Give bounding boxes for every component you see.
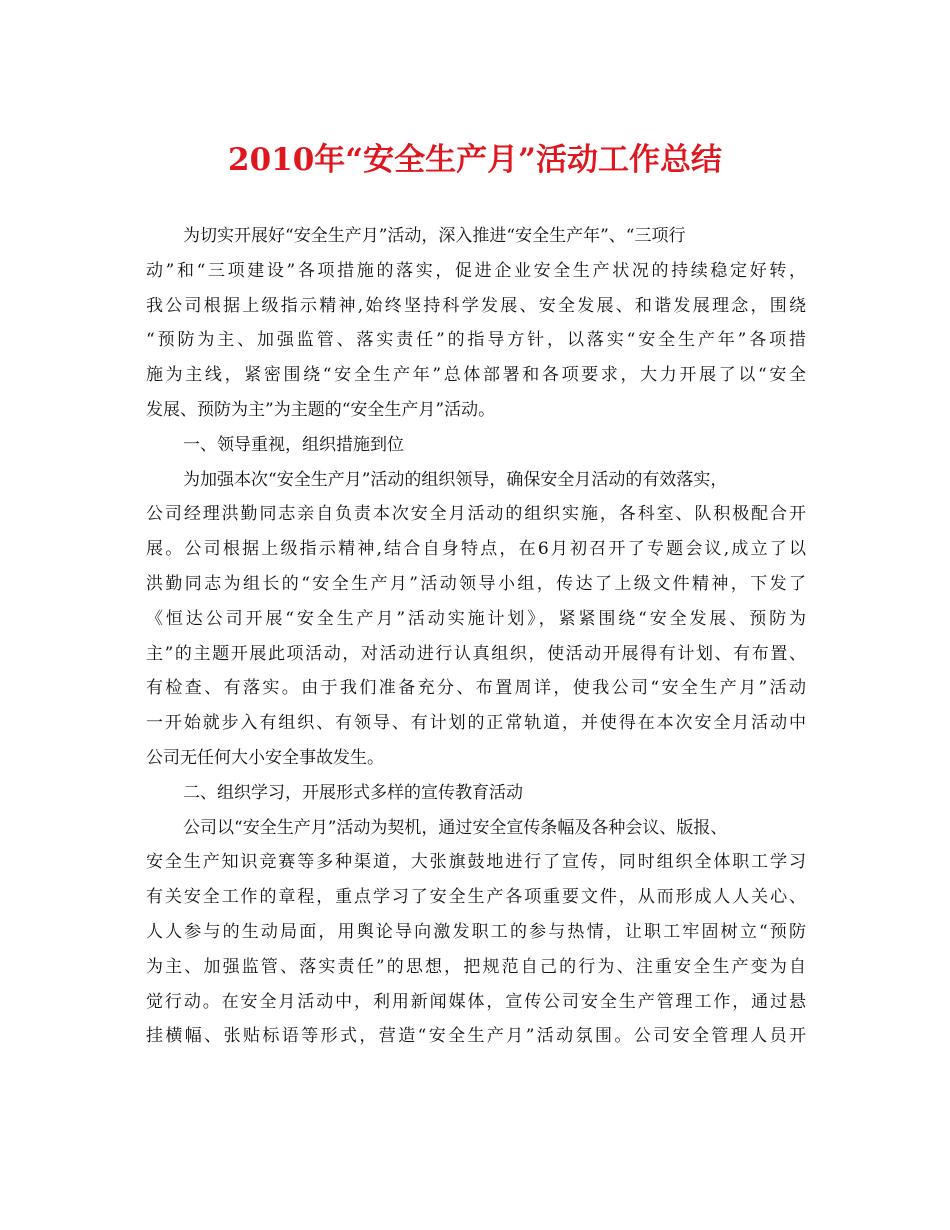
paragraph-line: 公司以“安全生产月”活动为契机，通过安全宣传条幅及各种会议、版报、 (183, 817, 728, 838)
paragraph-line: “预防为主、加强监管、落实责任”的指导方针，以落实“安全生产年”各项措 (146, 330, 806, 351)
section-heading: 二、组织学习，开展形式多样的宣传教育活动 (183, 782, 523, 803)
paragraph-line: 为加强本次“安全生产月”活动的组织领导，确保安全月活动的有效落实， (183, 469, 728, 490)
paragraph-line: 有检查、有落实。由于我们准备充分、布置周详，使我公司“安全生产月”活动 (146, 678, 806, 699)
paragraph-line: 施为主线，紧密围绕“安全生产年”总体部署和各项要求，大力开展了以“安全 (146, 365, 806, 386)
paragraph-line: 我公司根据上级指示精神,始终坚持科学发展、安全发展、和谐发展理念，围绕 (146, 295, 806, 316)
document-body (146, 219, 806, 1054)
paragraph-line: 觉行动。在安全月活动中，利用新闻媒体，宣传公司安全生产管理工作，通过悬 (146, 991, 806, 1012)
paragraph-line: 为切实开展好“安全生产月”活动，深入推进“安全生产年”、“三项行 (183, 226, 686, 246)
paragraph-line: 展。公司根据上级指示精神,结合自身特点，在6月初召开了专题会议,成立了以 (146, 539, 806, 560)
paragraph-line: 主”的主题开展此项活动，对活动进行认真组织，使活动开展得有计划、有布置、 (146, 643, 806, 664)
paragraph-line: 发展、预防为主”为主题的“安全生产月”活动。 (146, 399, 496, 420)
section-heading: 一、领导重视，组织措施到位 (183, 434, 404, 455)
paragraph-line: 动”和“三项建设”各项措施的落实，促进企业安全生产状况的持续稳定好转， (146, 260, 806, 281)
paragraph-line: 洪勤同志为组长的“安全生产月”活动领导小组，传达了上级文件精神，下发了 (146, 573, 806, 594)
document-title: 2010年“安全生产月”活动工作总结 (228, 142, 722, 178)
paragraph-line: 挂横幅、张贴标语等形式，营造“安全生产月”活动氛围。公司安全管理人员开 (146, 1026, 806, 1047)
paragraph-line: 公司经理洪勤同志亲自负责本次安全月活动的组织实施，各科室、队积极配合开 (146, 504, 806, 525)
paragraph-line: 公司无任何大小安全事故发生。 (146, 747, 384, 768)
paragraph-line: 一开始就步入有组织、有领导、有计划的正常轨道，并使得在本次安全月活动中 (146, 713, 806, 734)
paragraph-line: 安全生产知识竞赛等多种渠道，大张旗鼓地进行了宣传，同时组织全体职工学习 (146, 852, 806, 873)
paragraph-line: 有关安全工作的章程，重点学习了安全生产各项重要文件，从而形成人人关心、 (146, 887, 806, 908)
paragraph-line: 《恒达公司开展“安全生产月”活动实施计划》，紧紧围绕“安全发展、预防为 (146, 608, 806, 629)
paragraph-line: 人人参与的生动局面，用舆论导向激发职工的参与热情，让职工牢固树立“预防 (146, 921, 806, 942)
paragraph-line: 为主、加强监管、落实责任”的思想，把规范自己的行为、注重安全生产变为自 (146, 956, 806, 977)
